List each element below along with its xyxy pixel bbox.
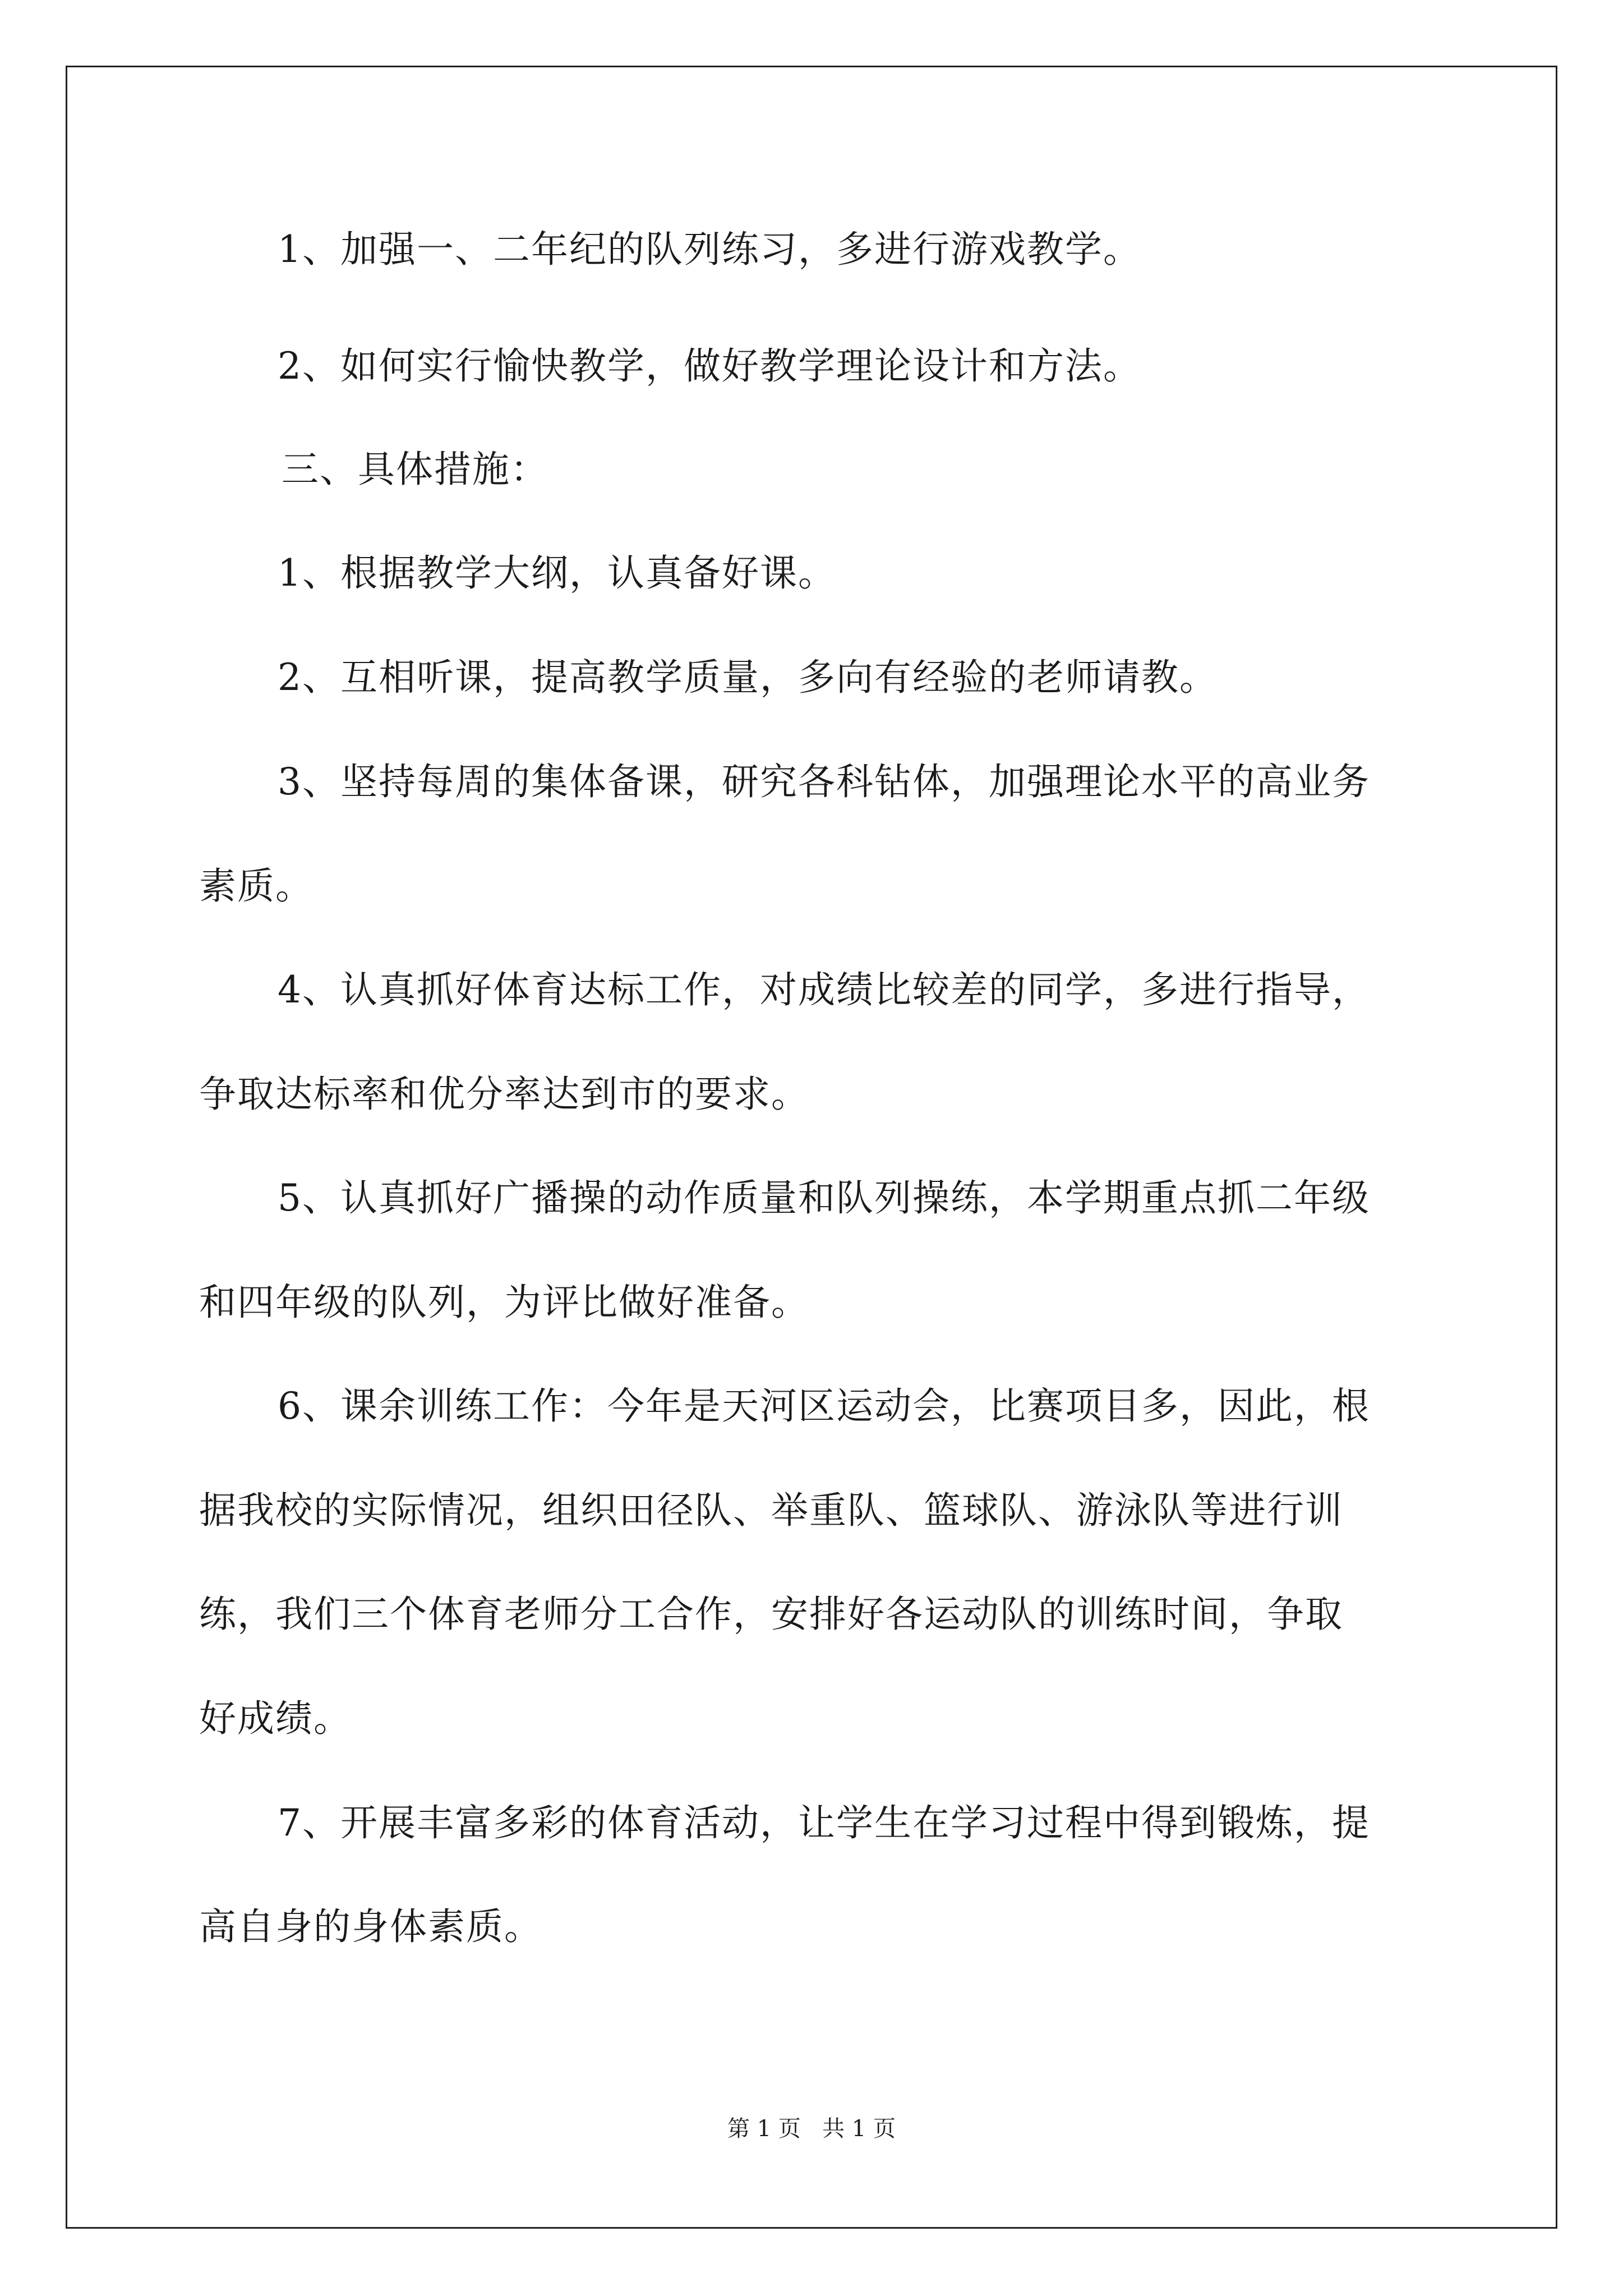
text-line: 6、课余训练工作：今年是天河区运动会，比赛项目多，因此，根 <box>278 1384 1370 1428</box>
text-line: 素质。 <box>199 864 313 908</box>
text-line: 争取达标率和优分率达到市的要求。 <box>199 1073 809 1116</box>
text-line: 2、互相听课，提高教学质量，多向有经验的老师请教。 <box>278 656 1218 699</box>
text-line: 1、加强一、二年纪的队列练习，多进行游戏教学。 <box>278 228 1141 271</box>
text-line: 2、如何实行愉快教学，做好教学理论设计和方法。 <box>278 344 1141 388</box>
section-heading: 三、具体措施： <box>282 448 548 491</box>
text-line: 4、认真抓好体育达标工作，对成绩比较差的同学，多进行指导， <box>278 968 1370 1011</box>
text-line: 7、开展丰富多彩的体育活动，让学生在学习过程中得到锻炼，提 <box>278 1801 1370 1844</box>
text-line: 3、坚持每周的集体备课，研究各科钻体，加强理论水平的高业务 <box>278 760 1370 803</box>
text-line: 5、认真抓好广播操的动作质量和队列操练，本学期重点抓二年级 <box>278 1176 1370 1220</box>
page-number-footer: 第 1 页 共 1 页 <box>727 2116 896 2142</box>
text-line: 练，我们三个体育老师分工合作，安排好各运动队的训练时间，争取 <box>199 1593 1343 1636</box>
text-line: 和四年级的队列，为评比做好准备。 <box>199 1281 809 1324</box>
text-line: 高自身的身体素质。 <box>199 1905 542 1948</box>
text-line: 1、根据教学大纲，认真备好课。 <box>278 551 836 595</box>
text-line: 据我校的实际情况，组织田径队、举重队、篮球队、游泳队等进行训 <box>199 1489 1343 1532</box>
text-line: 好成绩。 <box>199 1697 352 1740</box>
